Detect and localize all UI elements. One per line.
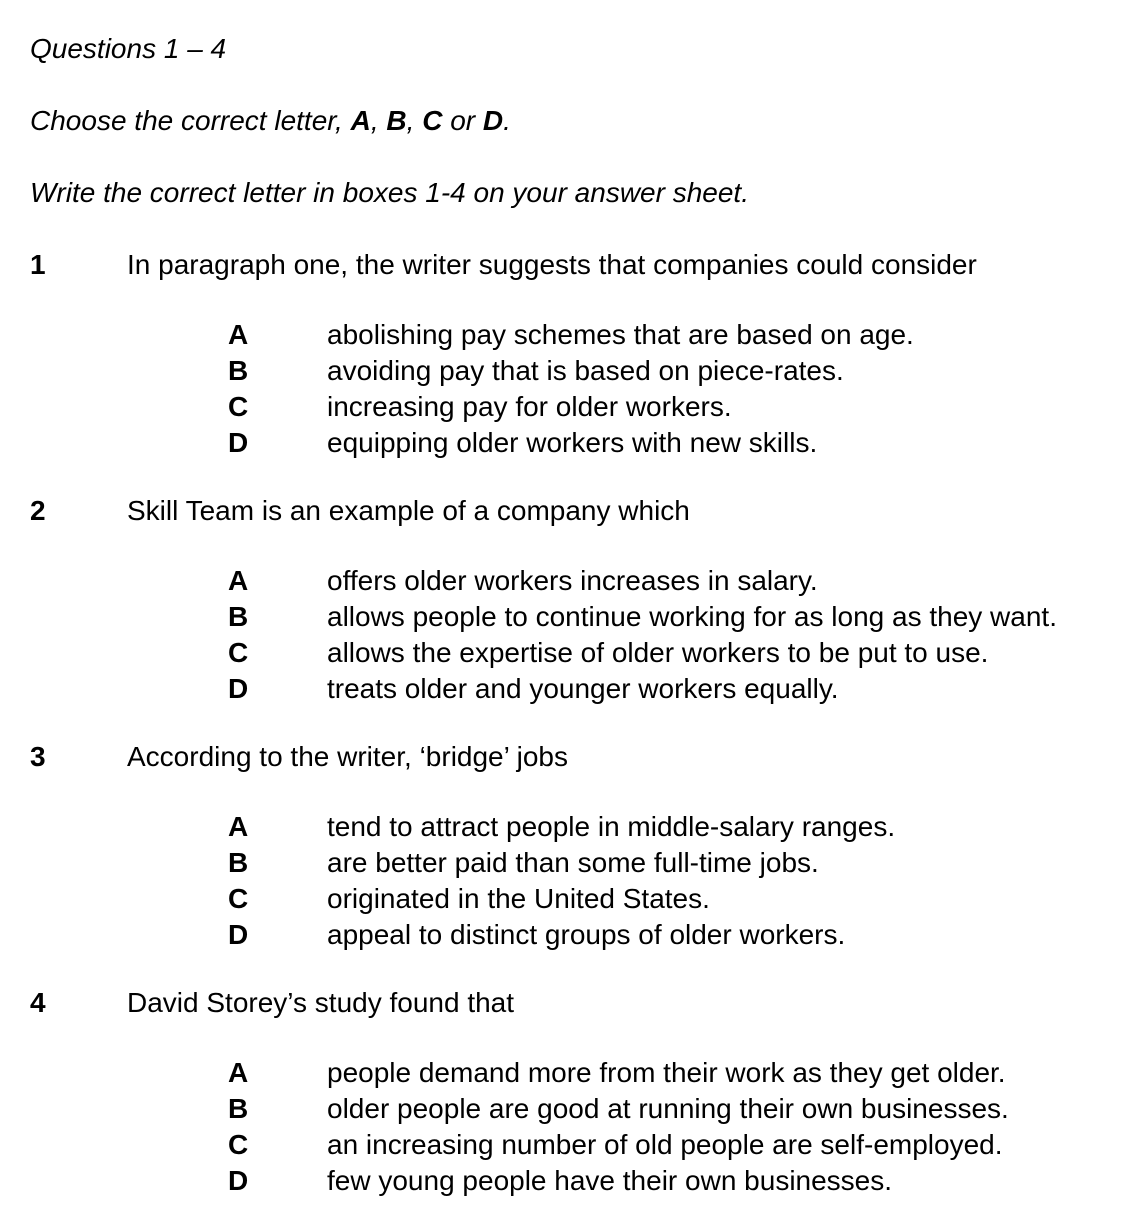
option-2b — [228, 599, 1129, 635]
choose-instruction-prefix: Choose the correct letter, — [30, 105, 351, 136]
option-letter: B — [228, 847, 249, 878]
option-text: tend to attract people in middle-salary ranges. — [327, 811, 896, 842]
option-text: treats older and younger workers equally. — [327, 673, 839, 704]
option-2d — [228, 671, 1129, 707]
question-stem: In paragraph one, the writer suggests that companies could consider — [127, 249, 977, 280]
question-4 — [30, 987, 1129, 1199]
write-instruction: Write the correct letter in boxes 1-4 on your answer sheet. — [30, 177, 749, 208]
option-3a — [228, 809, 1129, 845]
option-letter: C — [228, 883, 249, 914]
option-3c — [228, 881, 1129, 917]
option-2c — [228, 635, 1129, 671]
option-text: avoiding pay that is based on piece-rates. — [327, 355, 844, 386]
option-text: few young people have their own businesses. — [327, 1165, 893, 1196]
question-number: 3 — [30, 741, 46, 772]
option-text: people demand more from their work as they get older. — [327, 1057, 1006, 1088]
questions-heading: Questions 1 – 4 — [30, 33, 227, 64]
option-letter: C — [228, 391, 249, 422]
option-letter: C — [228, 1129, 249, 1160]
choose-instruction-sep1: , — [370, 105, 387, 136]
choose-instruction-suffix: . — [503, 105, 511, 136]
choose-instruction — [30, 105, 1129, 137]
option-text: equipping older workers with new skills. — [327, 427, 818, 458]
option-text: increasing pay for older workers. — [327, 391, 732, 422]
question-number: 2 — [30, 495, 46, 526]
option-letter: A — [228, 1057, 249, 1088]
option-4b — [228, 1091, 1129, 1127]
option-letter: B — [228, 601, 249, 632]
options-list — [228, 563, 1129, 707]
option-2a — [228, 563, 1129, 599]
option-text: allows people to continue working for as long as they want. — [327, 601, 1057, 632]
question-number: 4 — [30, 987, 46, 1018]
option-text: an increasing number of old people are self-employed. — [327, 1129, 1003, 1160]
choice-letter-a: A — [350, 105, 371, 136]
options-list — [228, 1055, 1129, 1199]
option-text: offers older workers increases in salary. — [327, 565, 818, 596]
option-letter: C — [228, 637, 249, 668]
option-4d — [228, 1163, 1129, 1199]
option-1d — [228, 425, 1129, 461]
choice-letter-d: D — [482, 105, 504, 136]
option-letter: A — [228, 565, 249, 596]
option-letter: D — [228, 919, 249, 950]
question-stem: According to the writer, ‘bridge’ jobs — [127, 741, 568, 772]
choose-instruction-sep2: , — [406, 105, 423, 136]
option-3d — [228, 917, 1129, 953]
option-text: are better paid than some full-time jobs. — [327, 847, 819, 878]
question-2 — [30, 495, 1129, 707]
question-1 — [30, 249, 1129, 461]
option-letter: D — [228, 673, 249, 704]
option-letter: D — [228, 427, 249, 458]
choose-instruction-sep3: or — [442, 105, 483, 136]
option-text: abolishing pay schemes that are based on age. — [327, 319, 914, 350]
option-letter: D — [228, 1165, 249, 1196]
options-list — [228, 809, 1129, 953]
option-1c — [228, 389, 1129, 425]
option-1b — [228, 353, 1129, 389]
option-letter: B — [228, 355, 249, 386]
question-stem: Skill Team is an example of a company which — [127, 495, 690, 526]
choice-letter-c: C — [422, 105, 443, 136]
question-stem: David Storey’s study found that — [127, 987, 515, 1018]
option-4a — [228, 1055, 1129, 1091]
options-list — [228, 317, 1129, 461]
option-letter: A — [228, 811, 249, 842]
option-text: older people are good at running their own businesses. — [327, 1093, 1009, 1124]
question-number: 1 — [30, 249, 46, 280]
question-3 — [30, 741, 1129, 953]
option-text: originated in the United States. — [327, 883, 710, 914]
option-4c — [228, 1127, 1129, 1163]
option-letter: A — [228, 319, 249, 350]
option-3b — [228, 845, 1129, 881]
option-1a — [228, 317, 1129, 353]
choice-letter-b: B — [386, 105, 407, 136]
option-text: allows the expertise of older workers to be put to use. — [327, 637, 989, 668]
option-text: appeal to distinct groups of older workers. — [327, 919, 846, 950]
option-letter: B — [228, 1093, 249, 1124]
